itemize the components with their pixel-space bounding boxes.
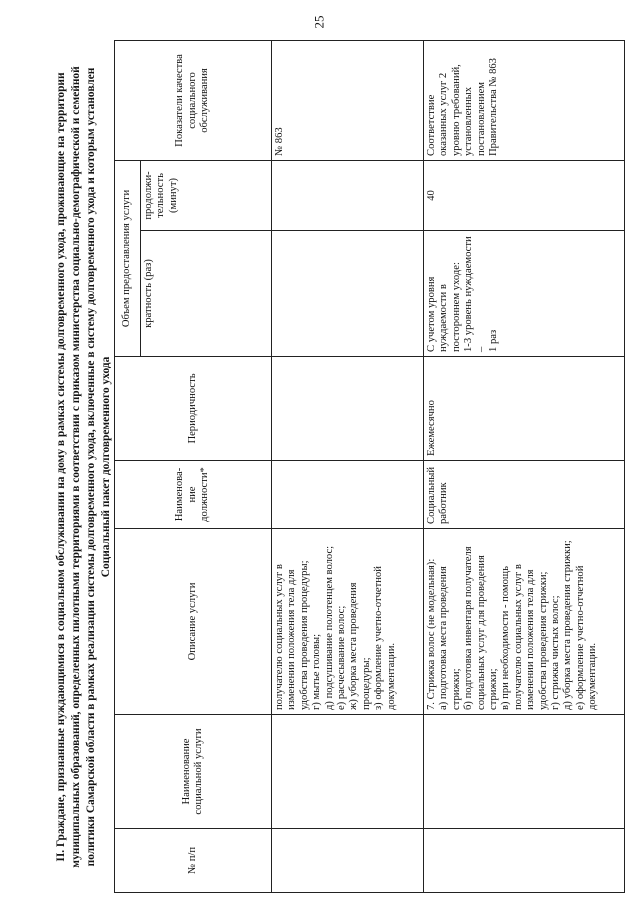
header-description: Описание услуги: [115, 529, 272, 715]
header-num: № п/п: [115, 829, 272, 893]
cell-frequency: С учетом уровня нуждаемости в постороннем уходе: 1-3 уровень нуждаемости – 1 раз: [424, 231, 625, 357]
table-header: [115, 40, 272, 892]
header-periodicity: Периодичность: [115, 357, 272, 461]
section-heading: II. Граждане, признанные нуждающимися в социальном обслуживании на дому в рамках системы долговременного ухода, проживающие на территории муниципальных образований, определенных пилотными территориями в соответствии с приказом министерства социально-демографической и семейной политики Самарской области в рамках реализации системы долговременного ухода, включенные в систему долговременного ухода и которым установлен Социальный пакет долговременного ухода: [55, 66, 112, 868]
header-position: Наименова-ние должности*: [115, 461, 272, 529]
rotated-page-content: [52, 41, 599, 893]
cell-description: получателю социальных услуг в изменении положения тела для удобства проведения процедуры; г) мытье головы; д) подсушивание полотенцем волос; е) расчесывание волос; ж) уборка места проведения процедуры; з) оформление учетно-отчетной документации.: [272, 529, 424, 715]
cell-periodicity: Ежемесячно: [424, 357, 625, 461]
cell-description: 7. Стрижка волос (не модельная): а) подготовка места проведения стрижки; б) подготовка инвентаря получателя социальных услуг для проведения стрижки; в) при необходимости - помощь получателю социальных услуг в изменении положения тела для удобства проведения стрижки; г) стрижка чистых волос; д) уборка места проведения стрижки; е) оформление учетно-отчетной документации.: [424, 529, 625, 715]
cell-service-name: [272, 715, 424, 829]
cell-quality: Соответствие оказанных услуг 2 уровню требований, установленных постановлением Правительства № 863: [424, 40, 625, 160]
header-duration: продолжи-тельность (минут): [141, 160, 272, 230]
header-quality: Показатели качества социального обслуживания: [115, 40, 272, 160]
page-number: 25: [311, 15, 327, 29]
cell-duration: 40: [424, 160, 625, 230]
header-service-name: Наименование социальной услуги: [115, 715, 272, 829]
cell-quality: № 863: [272, 40, 424, 160]
table-row: [272, 40, 424, 892]
cell-periodicity: [272, 357, 424, 461]
cell-service-name: [424, 715, 625, 829]
services-table: [114, 40, 625, 893]
cell-num: [272, 829, 424, 893]
header-volume: Объем предоставления услуги: [115, 160, 141, 356]
cell-position: Социальный работник: [424, 461, 625, 529]
cell-frequency: [272, 231, 424, 357]
cell-num: [424, 829, 625, 893]
table-row: [424, 40, 625, 892]
cell-position: [272, 461, 424, 529]
table-body: [272, 40, 625, 892]
cell-duration: [272, 160, 424, 230]
header-frequency: кратность (раз): [141, 231, 272, 357]
